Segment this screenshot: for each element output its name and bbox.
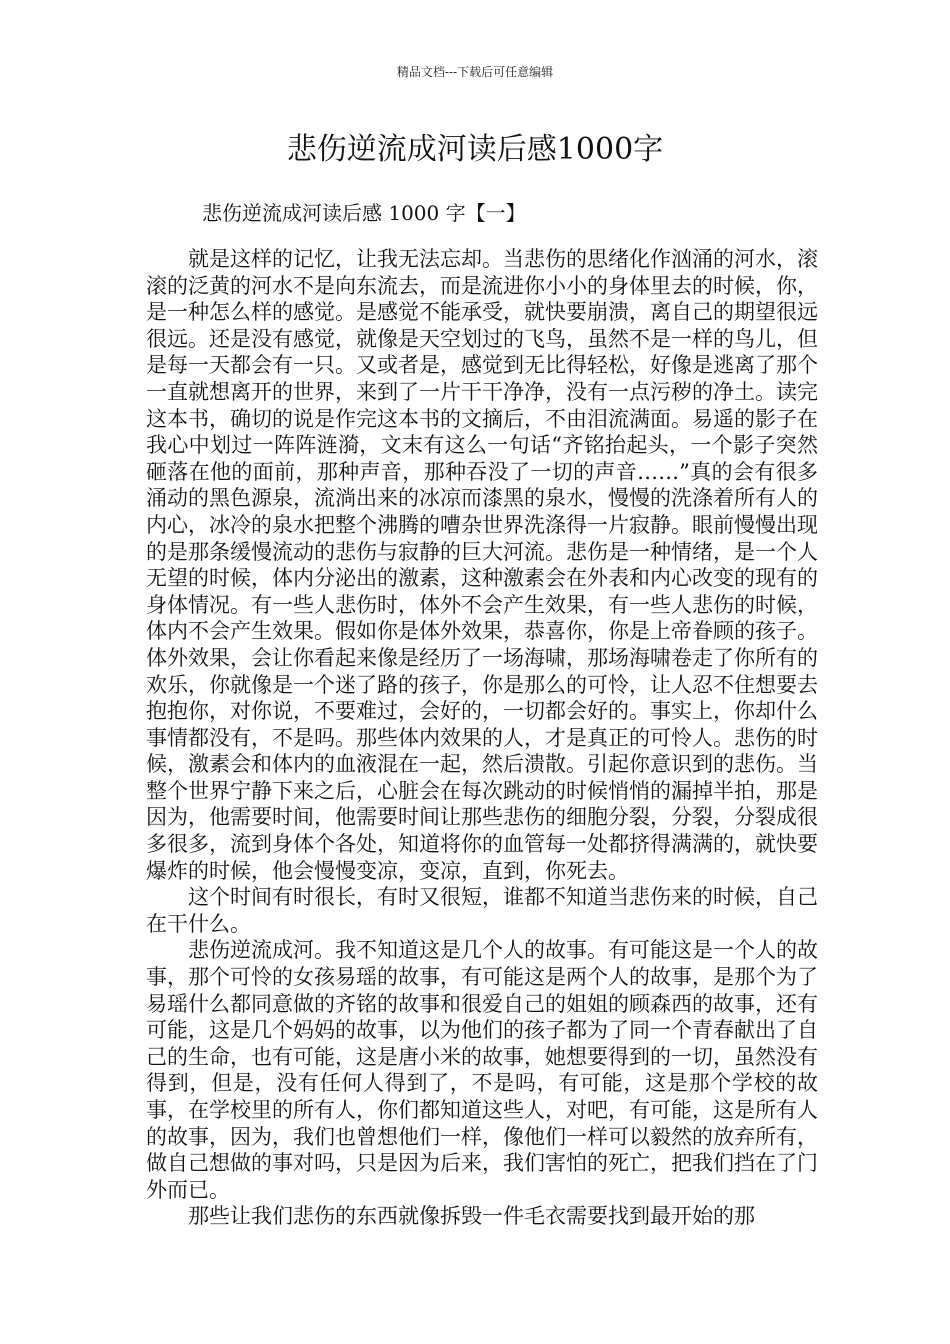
section-heading: 悲伤逆流成河读后感 1000 字【一】 — [202, 201, 526, 225]
document-title: 悲伤逆流成河读后感1000字 — [286, 132, 664, 167]
paragraph-1: 就是这样的记忆，让我无法忘却。当悲伤的思绪化作汹涌的河水，滚滚的泛黄的河水不是向东流去，而是流进你小小的身体里去的时候，你，是一种怎么样的感觉。是感觉不能承受，就快要崩溃，离自己的期望很远很远。还是没有感觉，就像是天空划过的飞鸟，虽然不是一样的鸟儿，但是每一天都会有一只。又或者是，感觉到无比得轻松，好像是逃离了那个一直就想离开的世界，来到了一片干干净净，没有一点污秽的净土。读完这本书，确切的说是作完这本书的文摘后，不由泪流满面。易遥的影子在我心中划过一阵阵涟漪，文末有这么一句话“齐铭抬起头，一个影子突然砸落在他的面前，那种声音，那种吞没了一切的声音……”真的会有很多涌动的黑色源泉，流淌出来的冰凉而漆黑的泉水，慢慢的洗涤着所有人的内心，冰冷的泉水把整个沸腾的嘈杂世界洗涤得一片寂静。眼前慢慢出现的是那条缓慢流动的悲伤与寂静的巨大河流。悲伤是一种情绪，是一个人无望的时候，体内分泌出的激素，这种激素会在外表和内心改变的现有的身体情况。有一些人悲伤时，体外不会产生效果，有一些人悲伤的时候，体内不会产生效果。假如你是体外效果，恭喜你，你是上帝眷顾的孩子。体外效果，会让你看起来像是经历了一场海啸，那场海啸卷走了你所有的欢乐，你就像是一个迷了路的孩子，你是那么的可怜，让人忍不住想要去抱抱你，对你说，不要难过，会好的，一切都会好的。事实上，你却什么事情都没有，不是吗。那些体内效果的人，才是真正的可怜人。悲伤的时候，激素会和体内的血液混在一起，然后溃散。引起你意识到的悲伤。当整个世界宁静下来之后，心脏会在每次跳动的时候悄悄的漏掉半拍，那是因为，他需要时间，他需要时间让那些悲伤的细胞分裂，分裂，分裂成很多很多，流到身体个各处，知道将你的血管每一处都挤得满满的，就快要爆炸的时候，他会慢慢变凉，变凉，直到，你死去。 — [146, 247, 818, 883]
paragraph-2: 这个时间有时很长，有时又很短，谁都不知道当悲伤来的时候，自己在干什么。 — [146, 885, 818, 936]
paragraph-4: 那些让我们悲伤的东西就像拆毁一件毛衣需要找到最开始的那 — [188, 1204, 755, 1229]
body-text — [146, 246, 818, 1230]
header-note: 精品文档---下载后可任意编辑 — [396, 65, 554, 79]
paragraph-3: 悲伤逆流成河。我不知道这是几个人的故事。有可能这是一个人的故事，那个可怜的女孩易瑶的故事，有可能这是两个人的故事，是那个为了易瑶什么都同意做的齐铭的故事和很爱自己的姐姐的顾森西的故事，还有可能，这是几个妈妈的故事，以为他们的孩子都为了同一个青春献出了自己的生命，也有可能，这是唐小米的故事，她想要得到的一切，虽然没有得到，但是，没有任何人得到了，不是吗，有可能，这是那个学校的故事，在学校里的所有人，你们都知道这些人，对吧，有可能，这是所有人的故事，因为，我们也曾想他们一样，像他们一样可以毅然的放弃所有，做自己想做的事对吗，只是因为后来，我们害怕的死亡，把我们挡在了门外而已。 — [146, 938, 818, 1202]
